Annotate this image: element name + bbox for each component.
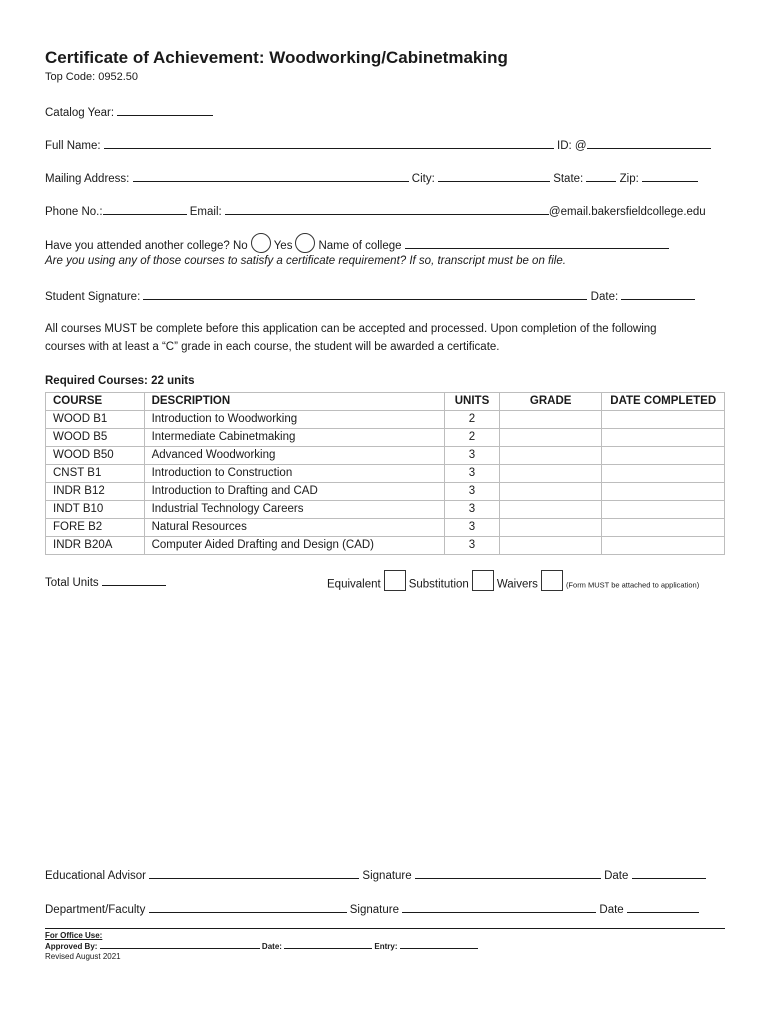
grade-cell[interactable] bbox=[499, 429, 601, 447]
table-row bbox=[46, 537, 725, 555]
email-domain: @email.bakersfieldcollege.edu bbox=[548, 206, 706, 218]
college-name-field[interactable] bbox=[405, 237, 669, 249]
office-use-row bbox=[45, 941, 478, 951]
state-label: State: bbox=[553, 173, 584, 185]
total-units-field[interactable] bbox=[102, 574, 166, 586]
equivalent-checkbox[interactable] bbox=[384, 570, 406, 591]
date-completed-cell[interactable] bbox=[602, 465, 725, 483]
course-cell: WOOD B50 bbox=[46, 447, 145, 465]
table-row bbox=[46, 501, 725, 519]
contact-row bbox=[45, 203, 706, 218]
course-cell: FORE B2 bbox=[46, 519, 145, 537]
attended-question: Have you attended another college? bbox=[45, 240, 230, 253]
date-completed-cell[interactable] bbox=[602, 483, 725, 501]
description-cell: Introduction to Woodworking bbox=[144, 411, 444, 429]
date-completed-cell[interactable] bbox=[602, 411, 725, 429]
course-cell: CNST B1 bbox=[46, 465, 145, 483]
table-row bbox=[46, 519, 725, 537]
description-cell: Introduction to Drafting and CAD bbox=[144, 483, 444, 501]
description-cell: Advanced Woodworking bbox=[144, 447, 444, 465]
table-header-row bbox=[46, 393, 725, 411]
approved-by-field[interactable] bbox=[100, 941, 260, 949]
no-radio[interactable] bbox=[251, 233, 271, 253]
advisor-row bbox=[45, 867, 706, 882]
department-field[interactable] bbox=[149, 901, 347, 913]
advisor-field[interactable] bbox=[149, 867, 359, 879]
date-completed-cell[interactable] bbox=[602, 429, 725, 447]
course-cell: WOOD B1 bbox=[46, 411, 145, 429]
units-cell: 3 bbox=[445, 501, 500, 519]
mailing-address-field[interactable] bbox=[133, 170, 409, 182]
zip-label: Zip: bbox=[619, 173, 639, 185]
grade-cell[interactable] bbox=[499, 501, 601, 519]
total-units-row bbox=[45, 574, 166, 589]
student-signature-field[interactable] bbox=[143, 288, 587, 300]
column-header-course: COURSE bbox=[46, 393, 145, 411]
advisor-signature-field[interactable] bbox=[415, 867, 601, 879]
units-cell: 3 bbox=[445, 447, 500, 465]
table-row bbox=[46, 447, 725, 465]
column-header-date-completed: DATE COMPLETED bbox=[602, 393, 725, 411]
grade-cell[interactable] bbox=[499, 465, 601, 483]
city-field[interactable] bbox=[438, 170, 550, 182]
course-cell: WOOD B5 bbox=[46, 429, 145, 447]
description-cell: Industrial Technology Careers bbox=[144, 501, 444, 519]
waivers-checkbox[interactable] bbox=[541, 570, 563, 591]
units-cell: 3 bbox=[445, 537, 500, 555]
transcript-note: Are you using any of those courses to satisfy a certificate requirement? If so, transcript must be on file. bbox=[45, 255, 566, 267]
table-row bbox=[46, 429, 725, 447]
catalog-year-field[interactable] bbox=[117, 104, 213, 116]
yes-label: Yes bbox=[273, 240, 293, 253]
full-name-row bbox=[45, 137, 711, 152]
full-name-field[interactable] bbox=[104, 137, 554, 149]
yes-radio[interactable] bbox=[295, 233, 315, 253]
id-label: ID: bbox=[557, 140, 572, 152]
units-cell: 3 bbox=[445, 519, 500, 537]
office-date-label: Date: bbox=[261, 942, 282, 951]
grade-cell[interactable] bbox=[499, 537, 601, 555]
date-completed-cell[interactable] bbox=[602, 519, 725, 537]
units-cell: 3 bbox=[445, 465, 500, 483]
units-cell: 2 bbox=[445, 429, 500, 447]
email-label: Email: bbox=[189, 206, 222, 218]
zip-field[interactable] bbox=[642, 170, 698, 182]
other-college-row bbox=[45, 236, 669, 256]
entry-field[interactable] bbox=[400, 941, 478, 949]
office-use-divider bbox=[45, 928, 725, 929]
description-cell: Intermediate Cabinetmaking bbox=[144, 429, 444, 447]
department-signature-field[interactable] bbox=[402, 901, 596, 913]
grade-cell[interactable] bbox=[499, 519, 601, 537]
address-row bbox=[45, 170, 698, 185]
course-cell: INDR B12 bbox=[46, 483, 145, 501]
column-header-description: DESCRIPTION bbox=[144, 393, 444, 411]
phone-label: Phone No.: bbox=[45, 206, 103, 218]
instructions-line-1: All courses MUST be complete before this application can be accepted and processed. Upon completion of the following bbox=[45, 323, 657, 335]
student-date-label: Date: bbox=[590, 291, 619, 303]
office-use-heading: For Office Use: bbox=[45, 931, 103, 940]
student-date-field[interactable] bbox=[621, 288, 695, 300]
exceptions-row bbox=[327, 574, 699, 595]
instructions-line-2: courses with at least a “C” grade in each course, the student will be awarded a certificate. bbox=[45, 341, 500, 353]
student-signature-label: Student Signature: bbox=[45, 291, 141, 303]
office-date-field[interactable] bbox=[284, 941, 372, 949]
department-date-label: Date bbox=[599, 904, 624, 916]
college-name-label: Name of college bbox=[318, 240, 402, 253]
department-signature-label: Signature bbox=[349, 904, 399, 916]
entry-label: Entry: bbox=[374, 942, 398, 951]
description-cell: Natural Resources bbox=[144, 519, 444, 537]
substitution-checkbox[interactable] bbox=[472, 570, 494, 591]
substitution-label: Substitution bbox=[408, 578, 469, 591]
required-courses-heading: Required Courses: 22 units bbox=[45, 375, 195, 387]
id-prefix: @ bbox=[574, 140, 587, 152]
id-field[interactable] bbox=[587, 137, 711, 149]
units-cell: 2 bbox=[445, 411, 500, 429]
catalog-year-label: Catalog Year: bbox=[45, 107, 115, 119]
grade-cell[interactable] bbox=[499, 447, 601, 465]
course-cell: INDR B20A bbox=[46, 537, 145, 555]
state-field[interactable] bbox=[586, 170, 616, 182]
equivalent-label: Equivalent bbox=[327, 578, 381, 591]
table-row bbox=[46, 465, 725, 483]
waivers-note: (Form MUST be attached to application) bbox=[565, 580, 700, 590]
student-signature-row bbox=[45, 288, 695, 303]
top-code-value: 0952.50 bbox=[98, 71, 138, 83]
date-completed-cell[interactable] bbox=[602, 501, 725, 519]
department-row bbox=[45, 901, 699, 916]
description-cell: Introduction to Construction bbox=[144, 465, 444, 483]
table-row bbox=[46, 483, 725, 501]
top-code bbox=[45, 71, 138, 83]
phone-field[interactable] bbox=[103, 203, 187, 215]
advisor-label: Educational Advisor bbox=[45, 870, 147, 882]
advisor-signature-label: Signature bbox=[362, 870, 412, 882]
department-date-field[interactable] bbox=[627, 901, 699, 913]
column-header-units: UNITS bbox=[445, 393, 500, 411]
catalog-year-row bbox=[45, 104, 213, 119]
units-cell: 3 bbox=[445, 483, 500, 501]
advisor-date-label: Date bbox=[604, 870, 629, 882]
city-label: City: bbox=[411, 173, 435, 185]
mailing-address-label: Mailing Address: bbox=[45, 173, 130, 185]
email-field[interactable] bbox=[225, 203, 549, 215]
approved-by-label: Approved By: bbox=[45, 942, 98, 951]
description-cell: Computer Aided Drafting and Design (CAD) bbox=[144, 537, 444, 555]
table-row bbox=[46, 411, 725, 429]
no-label: No bbox=[232, 240, 248, 253]
top-code-label: Top Code: bbox=[45, 71, 96, 83]
advisor-date-field[interactable] bbox=[632, 867, 706, 879]
date-completed-cell[interactable] bbox=[602, 447, 725, 465]
course-cell: INDT B10 bbox=[46, 501, 145, 519]
grade-cell[interactable] bbox=[499, 483, 601, 501]
revised-date: Revised August 2021 bbox=[45, 952, 121, 961]
full-name-label: Full Name: bbox=[45, 140, 101, 152]
page-title: Certificate of Achievement: Woodworking/Cabinetmaking bbox=[45, 48, 508, 67]
waivers-label: Waivers bbox=[496, 578, 538, 591]
grade-cell[interactable] bbox=[499, 411, 601, 429]
total-units-label: Total Units bbox=[45, 577, 99, 589]
column-header-grade: GRADE bbox=[499, 393, 601, 411]
department-label: Department/Faculty bbox=[45, 904, 146, 916]
courses-table bbox=[45, 392, 725, 555]
date-completed-cell[interactable] bbox=[602, 537, 725, 555]
